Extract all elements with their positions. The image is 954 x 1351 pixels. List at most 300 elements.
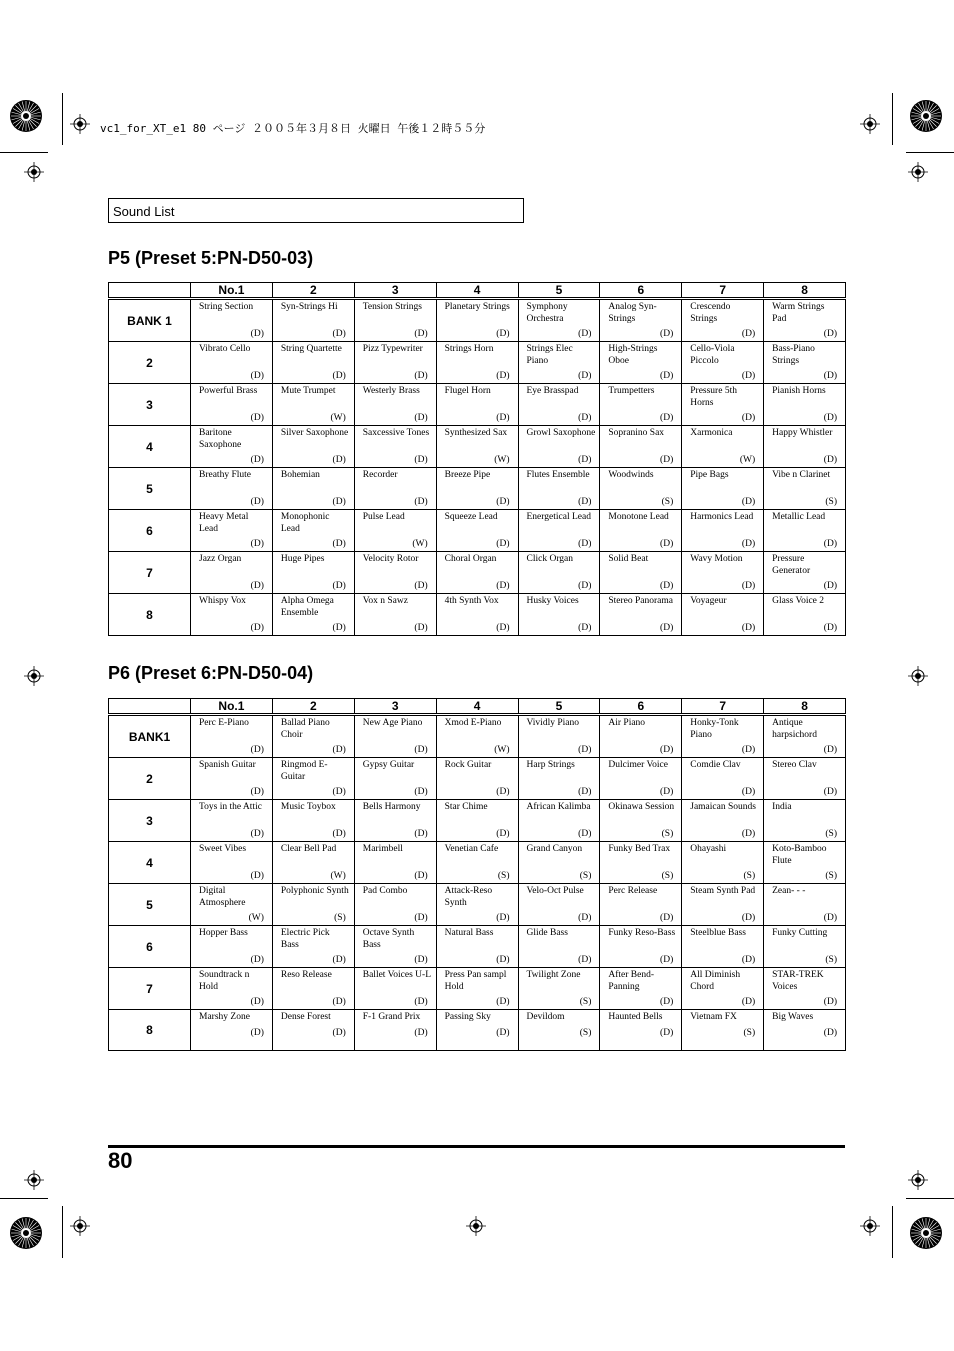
sound-type: (D) <box>741 539 756 549</box>
sound-cell <box>272 468 354 510</box>
sound-name: Cello-Viola Piccolo <box>690 344 735 366</box>
sound-type: (D) <box>578 581 592 591</box>
sound-name: Glass Voice 2 <box>772 596 825 606</box>
sound-type: (S) <box>579 871 592 881</box>
sound-type: (D) <box>660 581 674 591</box>
sound-cell <box>436 968 518 1010</box>
sound-type: (D) <box>250 955 264 965</box>
sound-cell <box>764 468 846 510</box>
column-header: 7 <box>682 283 764 299</box>
registration-mark-icon <box>70 114 90 134</box>
p5-table <box>108 282 846 636</box>
sound-name: Breathy Flute <box>199 470 251 480</box>
sound-name: Pulse Lead <box>362 512 405 522</box>
sound-type: (W) <box>412 539 428 549</box>
sound-type: (D) <box>741 623 756 633</box>
sound-name: Koto-Bamboo Flute <box>772 844 827 866</box>
table-row <box>109 1010 846 1051</box>
sound-type: (D) <box>660 371 674 381</box>
sound-name: Devildom <box>526 1012 565 1022</box>
sound-type: (W) <box>330 413 346 423</box>
sound-cell <box>518 426 600 468</box>
sound-name: Jazz Organ <box>199 554 242 564</box>
sound-cell <box>272 426 354 468</box>
sound-cell <box>436 342 518 384</box>
sound-name: Marshy Zone <box>199 1012 250 1022</box>
sound-type: (D) <box>660 955 674 965</box>
table-row <box>109 842 846 884</box>
sound-name: Star Chime <box>444 802 488 812</box>
sound-cell <box>682 342 764 384</box>
sound-cell <box>436 884 518 926</box>
sound-cell <box>600 926 682 968</box>
sound-type: (D) <box>414 1028 428 1038</box>
sound-name: Saxcessive Tones <box>362 428 430 438</box>
sound-type: (D) <box>414 455 428 465</box>
sound-name: Mute Trumpet <box>280 386 336 396</box>
sound-name: Ringmod E-Guitar <box>280 760 328 782</box>
sound-name: Breeze Pipe <box>444 470 491 480</box>
sound-name: Music Toybox <box>280 802 336 812</box>
table-row <box>109 758 846 800</box>
sound-type: (W) <box>330 871 346 881</box>
bank-label: 8 <box>109 1010 191 1051</box>
sound-name: Electric Pick Bass <box>280 928 330 950</box>
table-row <box>109 968 846 1010</box>
sound-type: (D) <box>332 745 346 755</box>
registration-mark-icon <box>908 666 928 686</box>
sound-cell <box>436 594 518 636</box>
sound-cell <box>764 926 846 968</box>
sound-cell <box>600 842 682 884</box>
bank-label: 4 <box>109 426 191 468</box>
sound-cell <box>518 342 600 384</box>
sound-cell <box>682 594 764 636</box>
sound-name: Husky Voices <box>526 596 579 606</box>
sound-type: (D) <box>414 913 428 923</box>
sound-type: (D) <box>250 329 264 339</box>
p5-body <box>109 299 846 636</box>
sound-cell <box>600 715 682 758</box>
registration-mark-icon <box>70 1216 90 1236</box>
bank-label: 2 <box>109 342 191 384</box>
sound-cell <box>764 715 846 758</box>
color-target-icon <box>909 99 943 133</box>
sound-cell <box>191 968 273 1010</box>
column-header: 5 <box>518 699 600 715</box>
sound-name: Planetary Strings <box>444 302 510 312</box>
column-header: 6 <box>600 699 682 715</box>
sound-name: String Quartette <box>280 344 342 354</box>
sound-cell <box>518 715 600 758</box>
registration-mark-icon <box>860 1216 880 1236</box>
sound-type: (D) <box>823 745 837 755</box>
table-row <box>109 884 846 926</box>
sound-name: New Age Piano <box>362 718 423 728</box>
sound-name: Silver Saxophone <box>280 428 349 438</box>
column-header: 7 <box>682 699 764 715</box>
sound-name: Perc E-Piano <box>199 718 249 728</box>
sound-cell <box>354 842 436 884</box>
sound-name: Choral Organ <box>444 554 497 564</box>
sound-cell <box>600 299 682 342</box>
sound-cell <box>518 384 600 426</box>
sound-name: High-Strings Oboe <box>608 344 658 366</box>
sound-cell <box>682 884 764 926</box>
sound-type: (D) <box>496 581 510 591</box>
column-header: 3 <box>354 283 436 299</box>
sound-cell <box>272 594 354 636</box>
sound-type: (D) <box>496 955 510 965</box>
sound-cell <box>436 384 518 426</box>
sound-type: (D) <box>660 1028 674 1038</box>
sound-cell <box>600 552 682 594</box>
sound-name: Syn-Strings Hi <box>280 302 338 312</box>
sound-cell <box>682 426 764 468</box>
sound-name: Vibrato Cello <box>199 344 251 354</box>
sound-cell <box>191 1010 273 1051</box>
sound-cell <box>682 758 764 800</box>
sound-type: (D) <box>741 955 756 965</box>
sound-cell <box>272 384 354 426</box>
sound-cell <box>191 468 273 510</box>
sound-name: Solid Beat <box>608 554 649 564</box>
sound-type: (S) <box>825 497 837 507</box>
sound-type: (D) <box>250 1028 264 1038</box>
sound-type: (D) <box>496 623 510 633</box>
table-row <box>109 715 846 758</box>
file-header-line: vc1_for_XT_e1 80 ページ ２００５年３月８日 火曜日 午後１２時５５分 <box>100 122 486 135</box>
sound-type: (D) <box>578 829 592 839</box>
sound-type: (D) <box>496 371 510 381</box>
sound-cell <box>354 468 436 510</box>
sound-name: Pad Combo <box>362 886 408 896</box>
table-row <box>109 299 846 342</box>
sound-name: Ballet Voices U-L <box>362 970 431 980</box>
column-header: 8 <box>764 699 846 715</box>
sound-name: Reso Release <box>280 970 332 980</box>
sound-name: African Kalimba <box>526 802 591 812</box>
sound-name: Ballad Piano Choir <box>280 718 330 740</box>
sound-type: (D) <box>660 787 674 797</box>
sound-name: Bells Harmony <box>362 802 421 812</box>
sound-type: (S) <box>661 871 674 881</box>
bank-label: 4 <box>109 842 191 884</box>
crop-mark <box>62 93 63 145</box>
sound-cell <box>354 926 436 968</box>
sound-name: Monophonic Lead <box>280 512 330 534</box>
sound-type: (D) <box>741 413 756 423</box>
sound-type: (D) <box>332 539 346 549</box>
sound-cell <box>354 1010 436 1051</box>
sound-cell <box>764 884 846 926</box>
table-row <box>109 384 846 426</box>
p6-title: P6 (Preset 6:PN-D50-04) <box>108 663 314 683</box>
sound-name: Huge Pipes <box>280 554 325 564</box>
sound-name: Grand Canyon <box>526 844 583 854</box>
bank-label: 5 <box>109 468 191 510</box>
sound-cell <box>354 510 436 552</box>
column-header: 6 <box>600 283 682 299</box>
sound-cell <box>764 552 846 594</box>
sound-type: (D) <box>660 329 674 339</box>
sound-type: (D) <box>496 413 510 423</box>
table-row <box>109 926 846 968</box>
sound-name: Woodwinds <box>608 470 654 480</box>
sound-name: Octave Synth Bass <box>362 928 415 950</box>
sound-type: (D) <box>250 539 264 549</box>
sound-name: STAR-TREK Voices <box>772 970 824 992</box>
sound-cell <box>191 800 273 842</box>
sound-cell <box>354 384 436 426</box>
sound-type: (D) <box>332 829 346 839</box>
sound-cell <box>518 884 600 926</box>
sound-cell <box>682 715 764 758</box>
sound-cell <box>682 842 764 884</box>
sound-cell <box>272 842 354 884</box>
sound-name: Okinawa Session <box>608 802 675 812</box>
sound-name: Funky Cutting <box>772 928 828 938</box>
sound-type: (D) <box>741 787 756 797</box>
sound-cell <box>436 1010 518 1051</box>
column-header: 4 <box>436 283 518 299</box>
sound-name: Dulcimer Voice <box>608 760 668 770</box>
sound-name: Harp Strings <box>526 760 575 770</box>
sound-cell <box>191 758 273 800</box>
sound-name: Haunted Bells <box>608 1012 663 1022</box>
sound-cell <box>764 384 846 426</box>
sound-name: Recorder <box>362 470 398 480</box>
sound-cell <box>272 926 354 968</box>
sound-type: (D) <box>414 623 428 633</box>
sound-name: Attack-Reso Synth <box>444 886 493 908</box>
column-header: 2 <box>272 283 354 299</box>
sound-name: Funky Reso-Bass <box>608 928 676 938</box>
table-row <box>109 426 846 468</box>
sound-cell <box>682 384 764 426</box>
sound-type: (D) <box>332 787 346 797</box>
sound-type: (D) <box>741 329 756 339</box>
sound-type: (D) <box>823 623 837 633</box>
sound-cell <box>600 468 682 510</box>
sound-cell <box>191 384 273 426</box>
sound-cell <box>191 715 273 758</box>
p6-table <box>108 698 846 1051</box>
bank-label: 7 <box>109 968 191 1010</box>
sound-type: (D) <box>660 413 674 423</box>
sound-cell <box>436 426 518 468</box>
sound-type: (W) <box>739 455 756 465</box>
sound-type: (D) <box>578 623 592 633</box>
sound-type: (D) <box>414 955 428 965</box>
registration-mark-icon <box>466 1216 486 1236</box>
sound-type: (D) <box>823 455 837 465</box>
column-header: 5 <box>518 283 600 299</box>
sound-name: Perc Release <box>608 886 658 896</box>
sound-cell <box>600 1010 682 1051</box>
sound-cell <box>191 426 273 468</box>
sound-name: Jamaican Sounds <box>690 802 756 812</box>
sound-name: Marimbell <box>362 844 403 854</box>
sound-name: Sweet Vibes <box>199 844 247 854</box>
sound-cell <box>191 884 273 926</box>
table-row <box>109 468 846 510</box>
bank-label: 7 <box>109 552 191 594</box>
sound-cell <box>272 342 354 384</box>
sound-cell <box>191 510 273 552</box>
sound-cell <box>436 926 518 968</box>
sound-name: Soundtrack n Hold <box>199 970 250 992</box>
sound-cell <box>600 884 682 926</box>
sound-name: Velo-Oct Pulse <box>526 886 584 896</box>
header-blank <box>109 699 191 715</box>
sound-name: Glide Bass <box>526 928 568 938</box>
sound-name: After Bend-Panning <box>608 970 655 992</box>
sound-cell <box>518 552 600 594</box>
sound-name: Xmod E-Piano <box>444 718 502 728</box>
page-number: 80 <box>108 1148 133 1173</box>
sound-type: (D) <box>823 413 837 423</box>
sound-name: Eye Brasspad <box>526 386 579 396</box>
sound-name: Vox n Sawz <box>362 596 408 606</box>
sound-cell <box>354 426 436 468</box>
sound-type: (D) <box>496 997 510 1007</box>
sound-type: (D) <box>496 913 510 923</box>
sound-name: Voyageur <box>690 596 727 606</box>
sound-type: (S) <box>825 829 837 839</box>
sound-type: (D) <box>332 371 346 381</box>
crop-mark <box>0 152 48 153</box>
sound-name: Digital Atmosphere <box>199 886 246 908</box>
bank-label: 3 <box>109 384 191 426</box>
sound-cell <box>518 468 600 510</box>
sound-name: Antique harpsichord <box>772 718 817 740</box>
sound-type: (D) <box>332 581 346 591</box>
sound-type: (S) <box>579 997 592 1007</box>
sound-name: Sopranino Sax <box>608 428 665 438</box>
sound-name: Honky-Tonk Piano <box>690 718 739 740</box>
sound-name: Rock Guitar <box>444 760 492 770</box>
sound-cell <box>600 342 682 384</box>
sound-cell <box>682 510 764 552</box>
sound-name: Zean- - - <box>772 886 806 896</box>
sound-type: (D) <box>414 497 428 507</box>
p6-header-row <box>109 699 846 715</box>
sound-name: Pressure 5th Horns <box>690 386 737 408</box>
sound-cell <box>191 299 273 342</box>
sound-name: Westerly Brass <box>362 386 420 396</box>
sound-cell <box>436 842 518 884</box>
sound-type: (D) <box>660 539 674 549</box>
sound-name: Natural Bass <box>444 928 494 938</box>
bank-label: 2 <box>109 758 191 800</box>
crop-mark <box>906 1198 954 1199</box>
sound-name: Powerful Brass <box>199 386 258 396</box>
sound-type: (D) <box>332 997 346 1007</box>
sound-type: (D) <box>250 787 264 797</box>
registration-mark-icon <box>908 1170 928 1190</box>
sound-cell <box>354 299 436 342</box>
sound-cell <box>764 1010 846 1051</box>
sound-type: (D) <box>578 955 592 965</box>
sound-type: (D) <box>332 329 346 339</box>
sound-name: Polyphonic Synth <box>280 886 349 896</box>
sound-name: Air Piano <box>608 718 646 728</box>
sound-type: (W) <box>248 913 264 923</box>
sound-cell <box>764 800 846 842</box>
sound-cell <box>436 715 518 758</box>
sound-type: (D) <box>414 871 428 881</box>
sound-type: (D) <box>660 745 674 755</box>
sound-cell <box>436 468 518 510</box>
registration-mark-icon <box>908 162 928 182</box>
sound-type: (D) <box>496 329 510 339</box>
sound-type: (D) <box>578 413 592 423</box>
sound-type: (D) <box>496 497 510 507</box>
sound-type: (D) <box>414 745 428 755</box>
sound-name: Monotone Lead <box>608 512 669 522</box>
table-row <box>109 594 846 636</box>
sound-type: (S) <box>497 871 510 881</box>
sound-cell <box>600 594 682 636</box>
sound-name: Hopper Bass <box>199 928 248 938</box>
sound-cell <box>518 510 600 552</box>
sound-cell <box>682 299 764 342</box>
sound-name: Xarmonica <box>690 428 733 438</box>
sound-cell <box>354 884 436 926</box>
sound-type: (D) <box>823 1028 837 1038</box>
sound-name: Spanish Guitar <box>199 760 256 770</box>
sound-name: Passing Sky <box>444 1012 491 1022</box>
sound-cell <box>682 800 764 842</box>
sound-type: (D) <box>332 497 346 507</box>
sound-type: (D) <box>332 623 346 633</box>
sound-name: Alpha Omega Ensemble <box>280 596 334 618</box>
sound-type: (W) <box>494 745 510 755</box>
sound-cell <box>764 342 846 384</box>
sound-name: Steam Synth Pad <box>690 886 756 896</box>
bank-label: BANK1 <box>109 715 191 758</box>
sound-name: Velocity Rotor <box>362 554 419 564</box>
sound-name: Tension Strings <box>362 302 422 312</box>
registration-mark-icon <box>24 162 44 182</box>
sound-name: Flutes Ensemble <box>526 470 590 480</box>
sound-type: (D) <box>332 455 346 465</box>
sound-cell <box>272 299 354 342</box>
sound-type: (W) <box>494 455 510 465</box>
sound-type: (D) <box>578 913 592 923</box>
sound-cell <box>272 968 354 1010</box>
sound-type: (D) <box>250 581 264 591</box>
sound-type: (D) <box>660 913 674 923</box>
sound-cell <box>518 926 600 968</box>
sound-cell <box>518 842 600 884</box>
sound-name: Strings Horn <box>444 344 494 354</box>
sound-name: Warm Strings Pad <box>772 302 825 324</box>
sound-cell <box>682 552 764 594</box>
sound-type: (D) <box>578 371 592 381</box>
sound-type: (D) <box>660 623 674 633</box>
sound-name: Wavy Motion <box>690 554 743 564</box>
sound-cell <box>764 299 846 342</box>
sound-cell <box>518 1010 600 1051</box>
color-target-icon <box>9 1216 43 1250</box>
sound-cell <box>518 968 600 1010</box>
color-target-icon <box>909 1216 943 1250</box>
sound-name: Whispy Vox <box>199 596 246 606</box>
sound-name: Press Pan sampl Hold <box>444 970 507 992</box>
sound-cell <box>272 715 354 758</box>
